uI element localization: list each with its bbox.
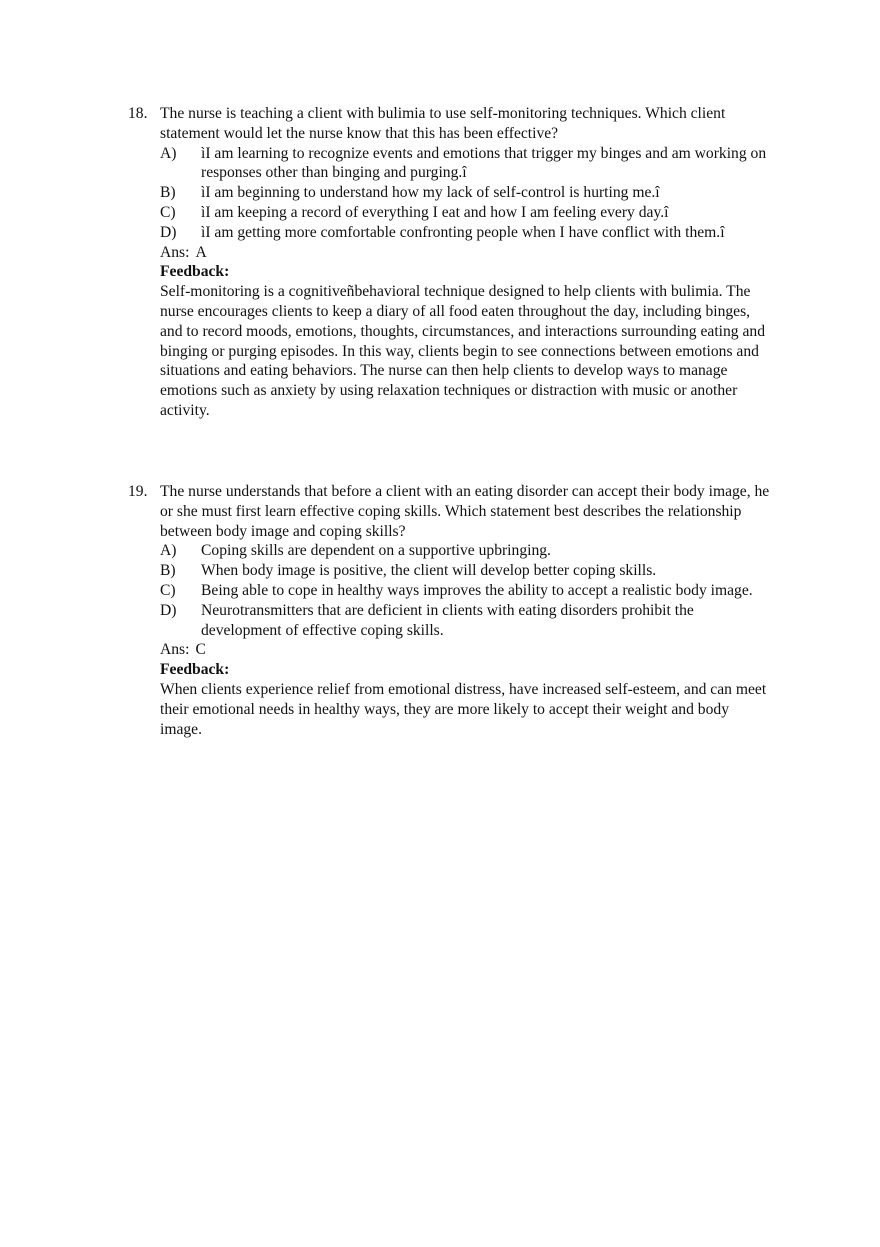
answer-value: C <box>195 641 206 659</box>
option-letter: A) <box>160 144 177 162</box>
option-text: ìI am beginning to understand how my lack of self-control is hurting me.î <box>201 184 660 202</box>
option-a <box>160 541 778 561</box>
question-19 <box>128 482 778 739</box>
question-number: 19. <box>128 483 148 500</box>
answer-label: Ans: <box>160 641 190 659</box>
option-letter: B) <box>160 562 176 580</box>
feedback-heading: Feedback: <box>160 263 230 281</box>
option-letter: A) <box>160 542 177 560</box>
option-text: ìI am keeping a record of everything I eat and how I am feeling every day.î <box>201 203 669 221</box>
option-text: ìI am getting more comfortable confronting people when I have conflict with them.î <box>201 223 725 241</box>
question-18 <box>128 104 778 421</box>
option-letter: D) <box>160 601 177 619</box>
answer-value: A <box>195 243 207 261</box>
option-text: Neurotransmitters that are deficient in clients with eating disorders prohibit the development of effective coping skills. <box>201 601 694 639</box>
option-d <box>160 601 778 641</box>
question-stem <box>128 104 778 144</box>
option-c <box>160 203 778 223</box>
option-letter: C) <box>160 203 176 221</box>
option-text: ìI am learning to recognize events and emotions that trigger my binges and am working on responses other than binging and purging.î <box>201 144 767 182</box>
feedback-text: When clients experience relief from emotional distress, have increased self-esteem, and can meet their emotional needs in healthy ways, they are more likely to accept their weight and body image. <box>160 680 767 738</box>
question-text: The nurse is teaching a client with bulimia to use self-monitoring techniques. Which client statement would let the nurse know that this has been effective? <box>160 105 726 142</box>
answer-options <box>160 144 778 243</box>
option-text: Coping skills are dependent on a supportive upbringing. <box>201 542 551 560</box>
option-letter: B) <box>160 184 176 202</box>
answer-options <box>160 541 778 640</box>
option-text: Being able to cope in healthy ways improves the ability to accept a realistic body image. <box>201 581 753 599</box>
question-stem <box>128 482 778 541</box>
feedback-heading: Feedback: <box>160 661 230 679</box>
option-b <box>160 561 778 581</box>
option-a <box>160 144 778 184</box>
answer-line <box>160 243 778 263</box>
option-b <box>160 183 778 203</box>
answer-label: Ans: <box>160 243 190 261</box>
question-number: 18. <box>128 105 148 122</box>
answer-line <box>160 640 778 660</box>
option-text: When body image is positive, the client will develop better coping skills. <box>201 562 657 580</box>
option-letter: C) <box>160 581 176 599</box>
feedback-text: Self-monitoring is a cognitiveñbehavioral technique designed to help clients with bulimia. The nurse encourages clients to keep a diary of all food eaten throughout the day, including binges, and to record moods, emotions, thoughts, circumstances, and interactions surrounding eating and binging or purging episodes. In this way, clients begin to see connections between emotions and situations and eating behaviors. The nurse can then help clients to develop ways to manage emotions such as anxiety by using relaxation techniques or distraction with music or another activity. <box>160 283 765 419</box>
option-c <box>160 581 778 601</box>
option-letter: D) <box>160 223 177 241</box>
question-text: The nurse understands that before a client with an eating disorder can accept their body image, he or she must first learn effective coping skills. Which statement best describes the relationship between body image and coping skills? <box>160 483 770 540</box>
option-d <box>160 223 778 243</box>
